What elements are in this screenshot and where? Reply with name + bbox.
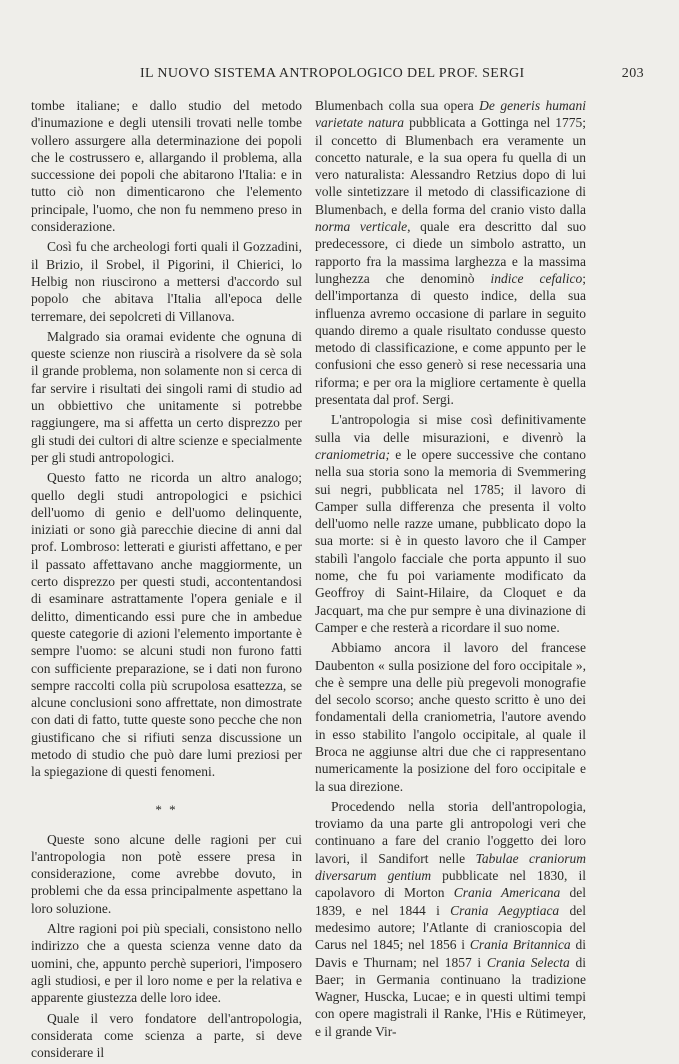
paragraph: Abbiamo ancora il lavoro del francese Daubenton « sulla posizione del foro occipitale », che è sempre una delle più pregevoli monografie del secolo scorso; anche questo scritto è uno dei fondamentali della craniometria, l'autore avendo in esso stabilito l'angolo occipitale, al quale il Broca ne aggiunse altri due che ci rappresentano numericamente la posizione del foro occipitale e la sua direzione. xyxy=(315,640,586,794)
paragraph xyxy=(315,97,586,408)
paragraph: Malgrado sia oramai evidente che ognuna di queste scienze non riuscirà a risolvere da sè sola il grande problema, non solamente non si cerca di far servire i risultati dei singoli rami di studio ad un obbiettivo che unitamente si potrebbe raggiungere, ma si affetta un certo disprezzo per gli studi dei cultori di altre scienze e specialmente per gli studi antropologici. xyxy=(31,328,302,465)
right-column xyxy=(315,97,586,1043)
paragraph: Queste sono alcune delle ragioni per cui l'antropologia non potè essere presa in considerazione, come avrebbe dovuto, in problemi che da essa principalmente aspettano la loro soluzione. xyxy=(31,831,302,916)
text-run: pubblicate nel 1830, il capolavoro di Morton xyxy=(315,868,586,901)
book-title: Crania Americana xyxy=(453,885,561,901)
left-column xyxy=(31,97,302,1064)
term: indice cefalico xyxy=(490,270,583,286)
text-run: L'antropologia si mise così definitivamente sulla via delle misurazioni, e divenrò la xyxy=(315,412,586,445)
text-run: del 1839, e nel 1844 i xyxy=(315,885,586,918)
book-title: Crania Aegyptiaca xyxy=(450,902,560,918)
paragraph: Questo fatto ne ricorda un altro analogo; quello degli studi antropologici e psichici dell'uomo di genio e dell'uomo delinquente, iniziati or sono già parecchie diecine di anni dal prof. Lombroso: letterati e giuristi affettano, e per il passato affettavano anche maggiormente, un certo disprezzo per questi studi, accontentandosi di esaminare astrattamente l'opera geniale e il delitto, dimenticando essi pure che in ambedue queste categorie di azioni l'elemento importante è sempre l'uomo: se alcuni studi non furono fatti con sufficiente preparazione, se i dati non furono sempre raccolti colla più scrupolosa esattezza, se alcune conclusioni sono affrettate, non dimostrate con dati di fatto, tutte queste sono pecche che non giustificano che si rifiuti senza discussione un metodo di studio che può dare lumi preziosi per la spiegazione di questi fenomeni. xyxy=(31,470,302,780)
running-title: IL NUOVO SISTEMA ANTROPOLOGICO DEL PROF. SERGI xyxy=(140,66,525,81)
text-run: ; dell'importanza di questo indice, della sua influenza avremo occasione di parlare in seguito quando diremo a quale risultato condusse questo metodo di classificazione, e come appunto per le confusioni che esso generò si rese necessaria una riforma; e per ora la migliore certamente è quella presentata dal prof. Sergi. xyxy=(315,270,586,408)
book-title: Tabulae craniorum diversarum gentium xyxy=(315,850,587,884)
paragraph xyxy=(315,798,586,1040)
text-run: Procedendo nella storia dell'antropologia, troviamo da una parte gli antropologi veri che continuano a fare del cranio l'oggetto dei loro lavori, il Sandifort nelle xyxy=(315,798,586,866)
paragraph: tombe italiane; e dallo studio del metodo d'inumazione e degli utensili trovati nelle tombe vollero assurgere alla determinazione dei popoli che le costrussero e, allargando il problema, alla successione dei popoli che abitarono l'Italia: e in tutto ciò non dimenticarono che l'elemento principale, l'uomo, che non fu nemmeno preso in considerazione. xyxy=(31,98,302,235)
section-separator: * * xyxy=(155,801,178,817)
text-run: di Baer; in Germania continuano la tradizione Wagner, Huscka, Lucae; e in questi ultimi tempi con opere magistrali il Ranke, l'His e Rütimeyer, e il grande Vir- xyxy=(315,954,586,1039)
text-run: , quale era descritto dal suo predecessore, ci diede un simbolo astratto, un rapporto fra la massima larghezza e la massima lunghezza che denominò xyxy=(315,219,586,286)
text-run: del medesimo autore; l'Atlante di cranioscopia del Carus nel 1845; nel 1856 i xyxy=(315,902,586,953)
term: norma verticale xyxy=(315,219,408,235)
page-number: 203 xyxy=(621,66,644,81)
paragraph: Altre ragioni poi più speciali, consistono nello indirizzo che a questa scienza venne dato da uomini, che, appunto perchè superiori, l'imposero agli studiosi, e per il loro nome e per la relativa e apparente giustezza delle loro idee. xyxy=(31,921,302,1006)
text-run: Blumenbach colla sua opera xyxy=(315,98,480,113)
paragraph: Quale il vero fondatore dell'antropologia, considerata come scienza a parte, si deve considerare il xyxy=(31,1010,302,1061)
text-run: di Davis e Thurnam; nel 1857 i xyxy=(315,937,586,970)
term: craniometria; xyxy=(315,446,390,462)
book-title: De generis humani varietate natura xyxy=(315,98,586,131)
text-run: e le opere successive che contano nella sua storia sono la memoria di Svemmering sui negri, pubblicata nel 1785; il lavoro di Camper sulla differenza che presenta il volto dell'uomo nelle razze umane, pubblicato dopo la sua morte: si è in questo lavoro che il Camper stabilì l'angolo facciale che porta appunto il suo nome, che fu poi variamente modificato da Geoffroy di Saint-Hilaire, da Cloquet e da Jacquart, ma che pur sempre è una divinazione di Camper e che resterà a ricordare il suo nome. xyxy=(315,446,586,635)
paragraph: Così fu che archeologi forti quali il Gozzadini, il Brizio, il Srobel, il Pigorini, il Chierici, lo Helbig non riuscirono a mettersi d'accordo sul popolo che abitava l'Italia all'epoca delle terremare, dei sepolcreti di Villanova. xyxy=(31,239,302,324)
paragraph xyxy=(315,411,586,636)
book-title: Crania Britannica xyxy=(469,937,571,953)
text-run: pubblicata a Gottinga nel 1775; il concetto di Blumenbach era veramente un concetto naturale, e la sua opera fu quella di un vero naturalista: Alessandro Retzius dopo di lui volle sintetizzare il metodo di classificazione di Blumenbach, e della forma del cranio visto dalla xyxy=(315,115,586,217)
book-title: Crania Selecta xyxy=(486,954,570,970)
